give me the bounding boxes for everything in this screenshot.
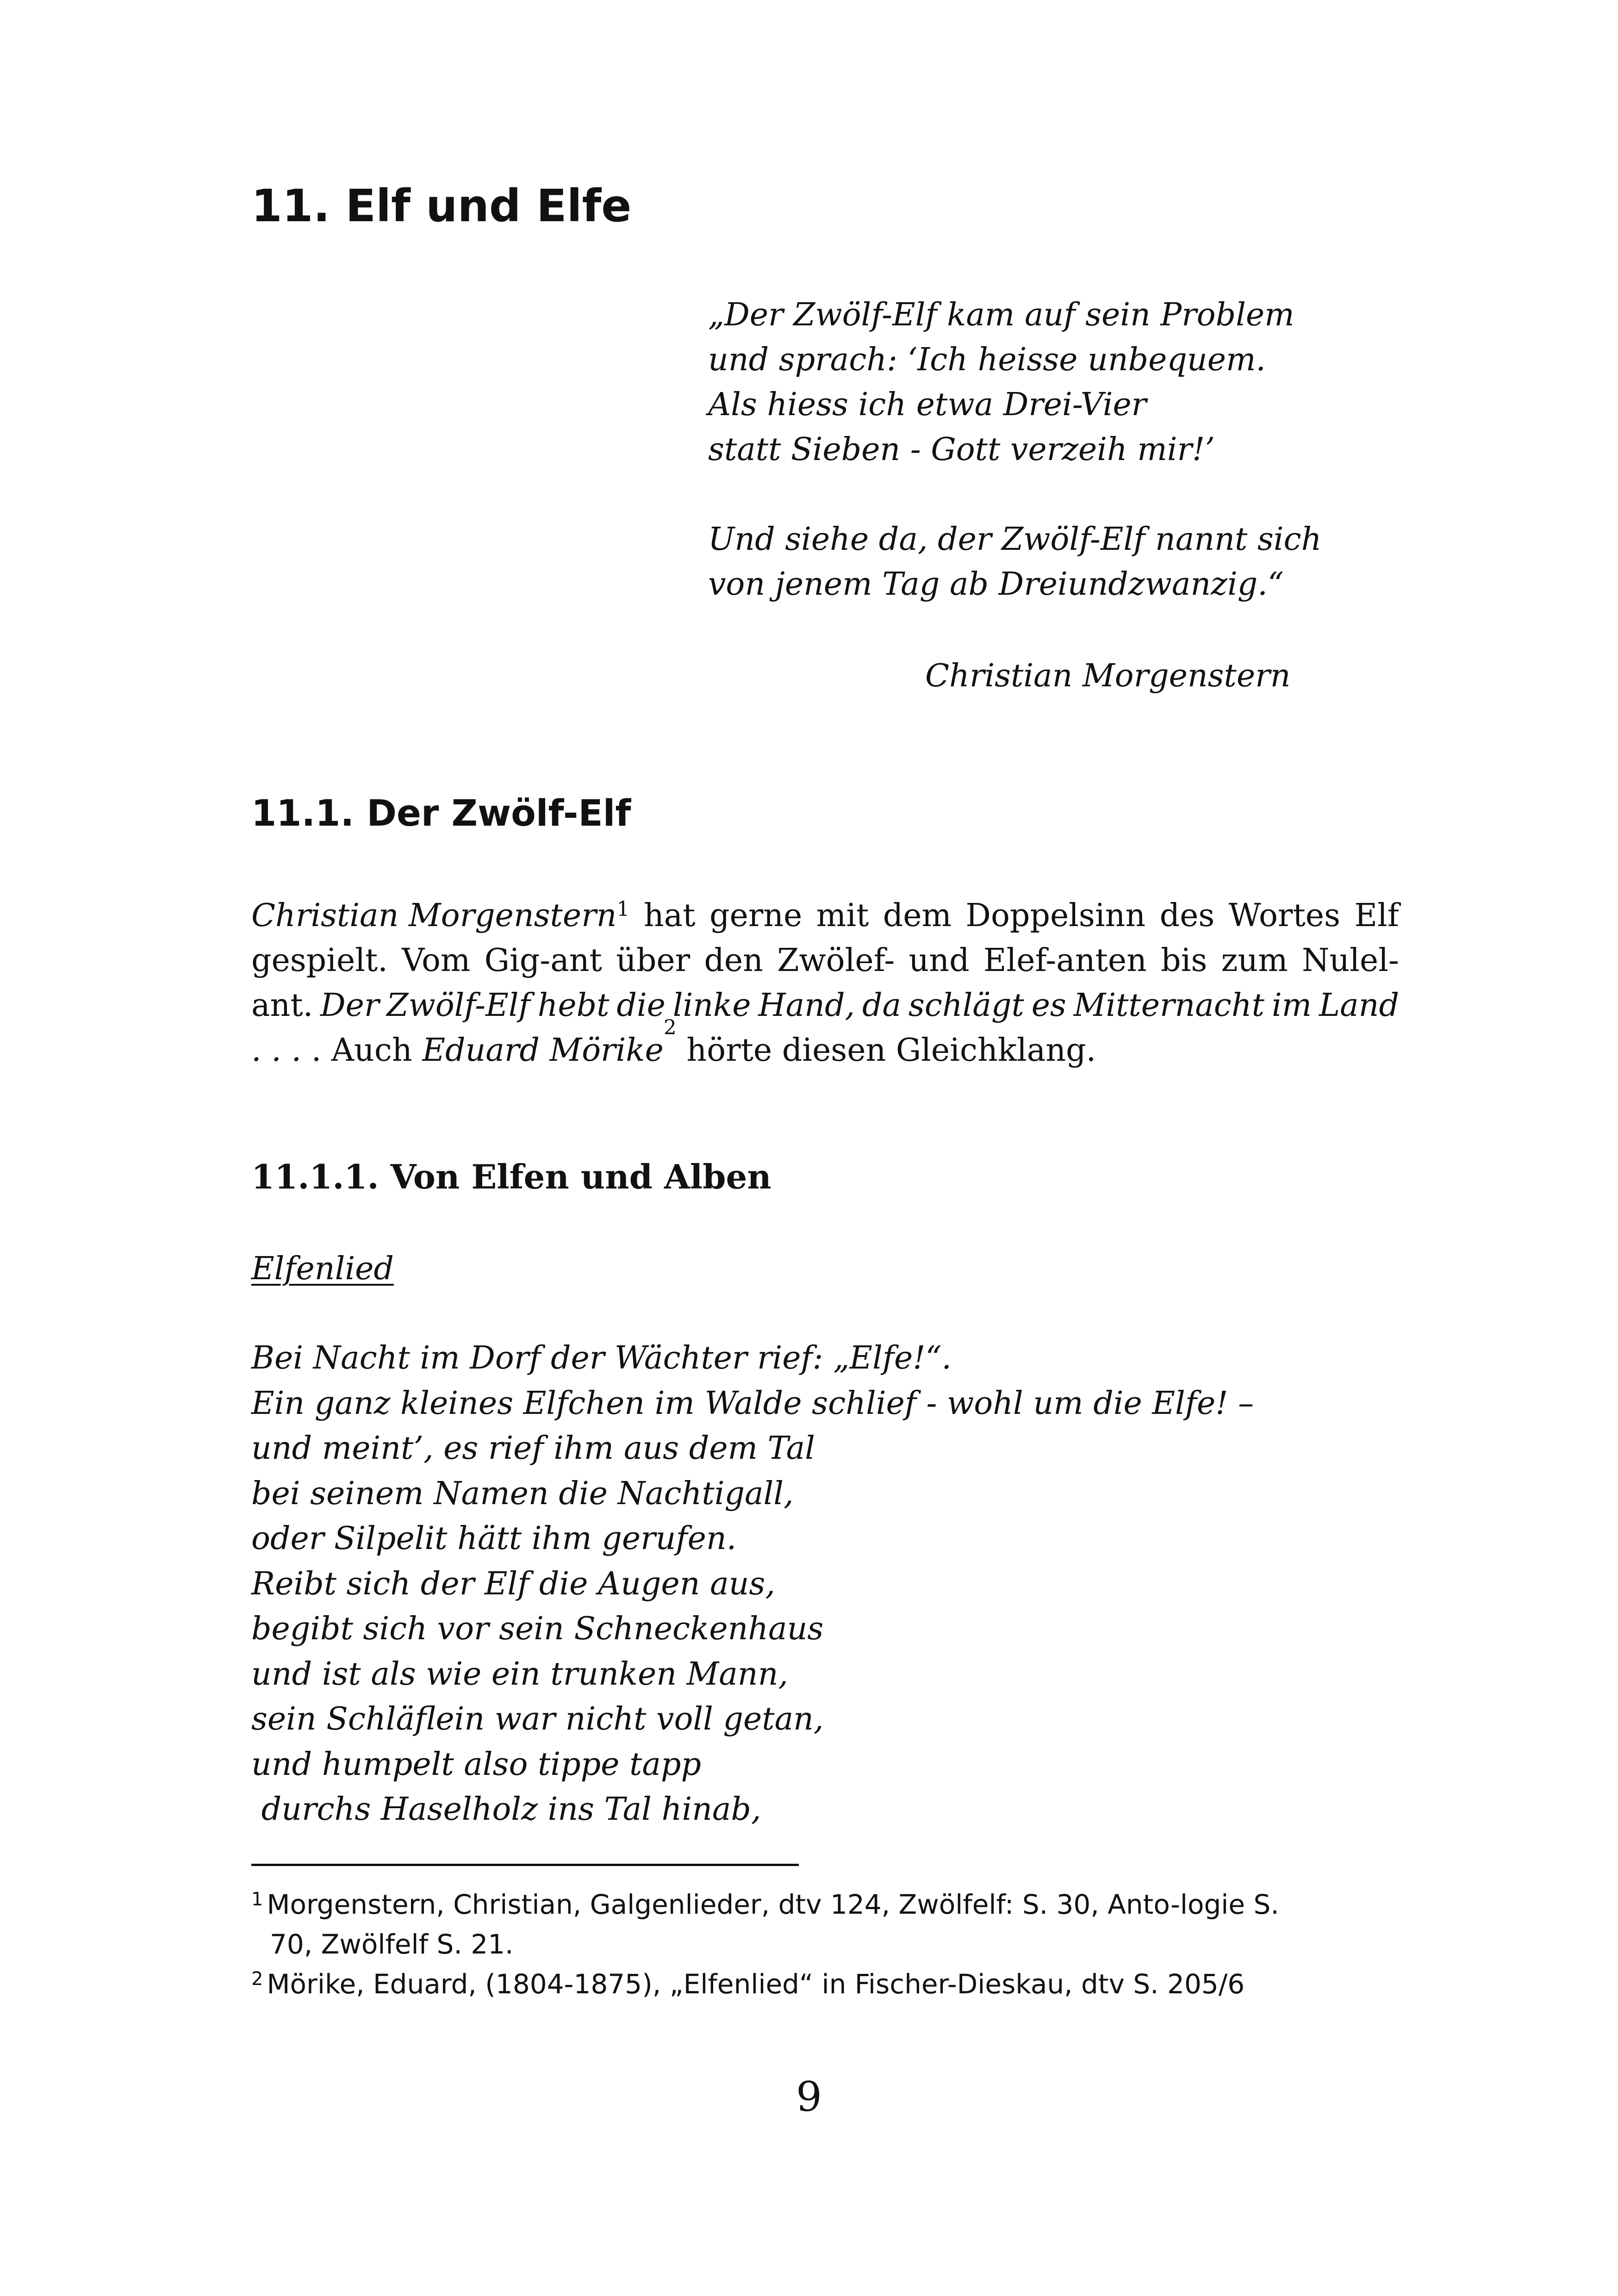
word: und — [909, 942, 970, 979]
quote-word: hebt — [537, 987, 610, 1024]
word: mit — [816, 897, 869, 934]
quote-word: da — [862, 987, 902, 1024]
epigraph-line: „Der Zwölf-Elf kam auf sein Problem — [708, 297, 1294, 333]
footnote-2 — [251, 1964, 1399, 2004]
author-reference: Christian Morgenstern$^1$ — [251, 897, 630, 934]
text-run: hörte diesen Gleichklang. — [676, 1032, 1096, 1069]
poem-line: Ein ganz kleines Elfchen im Walde schlief - wohl um die Elfe! – — [251, 1385, 1254, 1422]
poem-line: und meint’, es rief ihm aus dem Tal — [251, 1430, 815, 1467]
word: dem — [883, 897, 952, 934]
chapter-heading: 11. Elf und Elfe — [251, 180, 632, 232]
word: ant. — [251, 987, 313, 1024]
poem-title: Elfenlied — [251, 1251, 394, 1287]
epigraph-line: Und siehe da, der Zwölf-Elf nannt sich — [708, 521, 1322, 558]
word: Nulel- — [1301, 942, 1399, 979]
subsection-heading: 11.1.1. Von Elfen und Alben — [251, 1157, 772, 1196]
word: Gig-ant — [484, 942, 602, 979]
quote-word: Land — [1319, 987, 1399, 1024]
quote-word: im — [1271, 987, 1312, 1024]
poem-line: oder Silpelit hätt ihm gerufen. — [251, 1520, 737, 1557]
word: Vom — [402, 942, 471, 979]
poem-line: sein Schläflein war nicht voll getan, — [251, 1701, 824, 1737]
word: des — [1159, 897, 1215, 934]
paragraph-line — [251, 983, 1399, 1028]
paragraph-line — [251, 938, 1399, 983]
word: bis — [1161, 942, 1207, 979]
footnote-mark: 1 — [251, 1889, 263, 1910]
poem-line: durchs Haselholz ins Tal hinab, — [251, 1791, 761, 1828]
word: Elf — [1354, 897, 1399, 934]
poem-line: und humpelt also tippe tapp — [251, 1746, 701, 1783]
footnote-1-continued: 70, Zwölfelf S. 21. — [270, 1929, 514, 1960]
poem — [251, 1336, 1254, 1832]
author-reference: Eduard Mörike — [422, 1032, 664, 1069]
word: hat — [643, 897, 696, 934]
epigraph — [708, 292, 1402, 607]
word: gerne — [709, 897, 803, 934]
footnote-ref[interactable]: 1 — [616, 897, 630, 921]
quote-word: Der — [320, 987, 380, 1024]
epigraph-line: statt Sieben - Gott verzeih mir!’ — [708, 431, 1215, 468]
ellipsis: . . . — [251, 1032, 302, 1069]
section-heading: 11.1. Der Zwölf-Elf — [251, 793, 631, 834]
body-paragraph — [251, 893, 1399, 1073]
paragraph-line — [251, 1016, 1399, 1073]
page-number: 9 — [796, 2073, 822, 2121]
poem-line: begibt sich vor sein Schneckenhaus — [251, 1611, 824, 1647]
epigraph-line: von jenem Tag ab Dreiundzwanzig.“ — [708, 566, 1284, 603]
quote-word: Zwölf-Elf — [386, 987, 530, 1024]
footnote-text: Mörike, Eduard, (1804-1875), „Elfenlied“ in Fischer-Dieskau, dtv S. 205/6 — [267, 1968, 1245, 2000]
epigraph-line: Als hiess ich etwa Drei-Vier — [708, 386, 1147, 423]
word: Zwölef- — [777, 942, 895, 979]
epigraph-line: und sprach: ‘Ich heisse unbequem. — [708, 342, 1266, 378]
footnote-mark: 2 — [251, 1968, 263, 1990]
quote-word: Mitternacht — [1073, 987, 1265, 1024]
footnotes — [251, 1885, 1399, 2004]
quote-word: schlägt — [908, 987, 1024, 1024]
footnote-ref[interactable]: 2 — [663, 1016, 677, 1039]
poem-line: und ist als wie ein trunken Mann, — [251, 1655, 788, 1692]
epigraph-author: Christian Morgenstern — [925, 658, 1291, 694]
word: zum — [1221, 942, 1288, 979]
word: über — [616, 942, 691, 979]
poem-line: Bei Nacht im Dorf der Wächter rief: „Elfe!“. — [251, 1340, 952, 1376]
word: Elef-anten — [983, 942, 1147, 979]
word: Wortes — [1228, 897, 1340, 934]
quote-word: linke — [672, 987, 751, 1024]
quote-word: die — [616, 987, 666, 1024]
footnote-separator — [251, 1864, 799, 1866]
word: Doppelsinn — [965, 897, 1146, 934]
text-run: . Auch — [301, 1032, 423, 1069]
quote-word: Hand, — [758, 987, 855, 1024]
word: den — [704, 942, 763, 979]
poem-line: Reibt sich der Elf die Augen aus, — [251, 1565, 775, 1602]
footnote-text: Morgenstern, Christian, Galgenlieder, dtv 124, Zwölfelf: S. 30, Anto-logie S. — [267, 1889, 1279, 1920]
footnote-1 — [251, 1885, 1399, 1924]
poem-line: bei seinem Namen die Nachtigall, — [251, 1475, 794, 1512]
quote-word: es — [1031, 987, 1066, 1024]
word: gespielt. — [251, 942, 388, 979]
paragraph-line — [251, 893, 1399, 938]
